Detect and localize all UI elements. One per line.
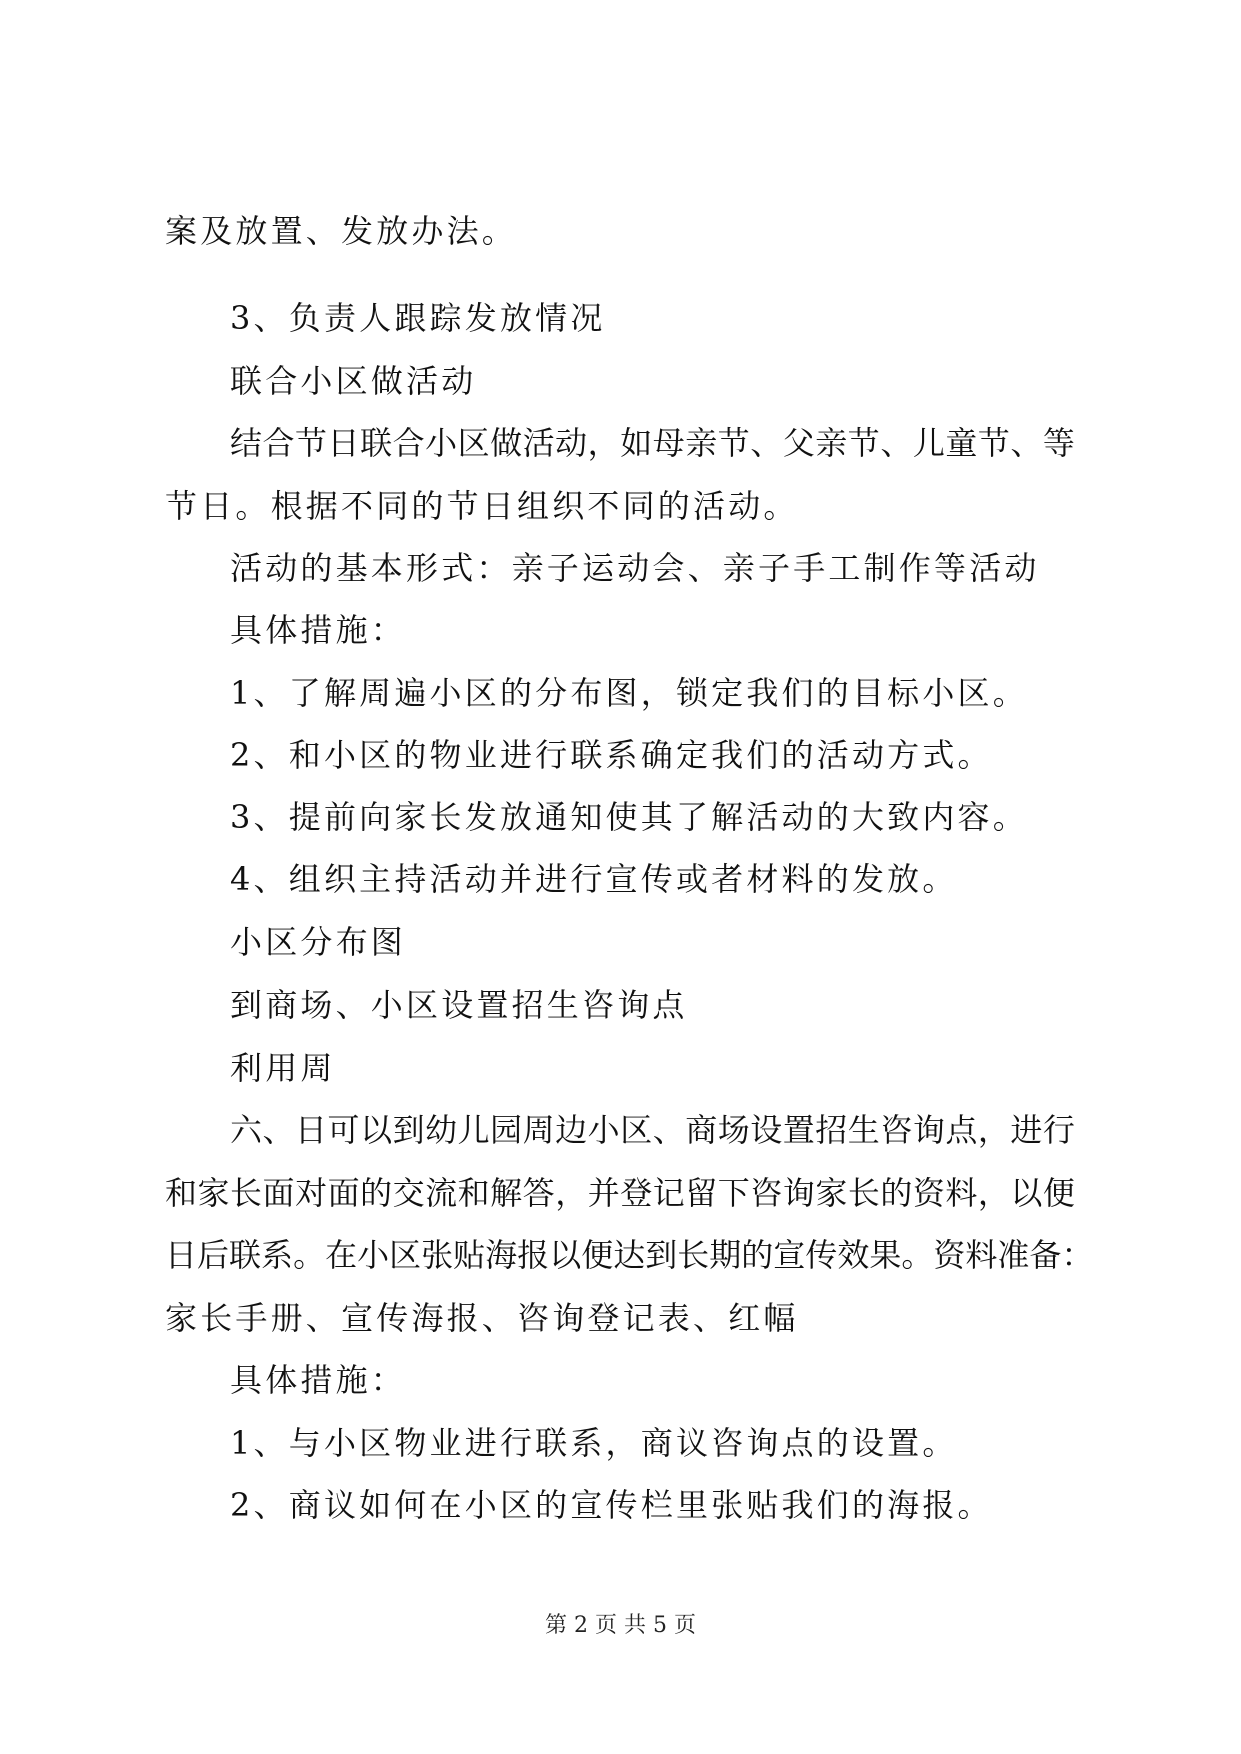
text-char: 以 <box>1010 1174 1043 1212</box>
text-char: 生 <box>847 1111 880 1149</box>
text-char: 便 <box>1042 1174 1075 1212</box>
text-char: 便 <box>581 1236 614 1274</box>
text-char: 儿 <box>457 1111 490 1149</box>
text-char: 宣 <box>773 1236 806 1274</box>
paragraph-line-justified <box>230 1108 1075 1152</box>
text-char: 联 <box>229 1236 262 1274</box>
page-footer: 第 2 页 共 5 页 <box>545 1613 696 1638</box>
text-char: 、 <box>1010 424 1043 462</box>
text-char: 资 <box>933 1236 966 1274</box>
paragraph-line: 1、与小区物业进行联系，商议咨询点的设置。 <box>230 1424 958 1462</box>
text-char: 节 <box>977 424 1010 462</box>
text-char: 做 <box>490 424 523 462</box>
text-char: 设 <box>750 1111 783 1149</box>
text-char: 和 <box>165 1174 198 1212</box>
text-char: 家 <box>815 1174 848 1212</box>
text-char: 、 <box>652 1111 685 1149</box>
paragraph-line: 到商场、小区设置招生咨询点 <box>230 986 688 1024</box>
text-char: 咨 <box>750 1174 783 1212</box>
text-char: 幼 <box>425 1111 458 1149</box>
text-char: 询 <box>912 1111 945 1149</box>
text-char: ， <box>555 1174 588 1212</box>
text-char: 备 <box>1029 1236 1062 1274</box>
text-char: 如 <box>620 424 653 462</box>
text-char: 系 <box>261 1236 294 1274</box>
text-char: 区 <box>620 1111 653 1149</box>
text-char: 流 <box>425 1174 458 1212</box>
text-char: 结 <box>230 424 263 462</box>
text-char: 。 <box>293 1236 326 1274</box>
text-char: 区 <box>457 424 490 462</box>
text-char: 日 <box>327 424 360 462</box>
text-char: 儿 <box>912 424 945 462</box>
text-char: 小 <box>425 424 458 462</box>
paragraph-line: 联合小区做活动 <box>230 362 477 400</box>
text-char: 亲 <box>685 424 718 462</box>
text-char: 并 <box>587 1174 620 1212</box>
text-char: 周 <box>522 1111 555 1149</box>
text-char: 的 <box>880 1174 913 1212</box>
text-char: ， <box>587 424 620 462</box>
text-char: 海 <box>485 1236 518 1274</box>
text-char: 传 <box>805 1236 838 1274</box>
text-char: 后 <box>197 1236 230 1274</box>
text-char: 园 <box>490 1111 523 1149</box>
text-char: 交 <box>392 1174 425 1212</box>
text-char: 置 <box>782 1111 815 1149</box>
text-char: 效 <box>837 1236 870 1274</box>
paragraph-line-justified <box>165 1233 1094 1277</box>
text-char: 小 <box>357 1236 390 1274</box>
text-char: 面 <box>327 1174 360 1212</box>
text-char: 解 <box>490 1174 523 1212</box>
paragraph-line: 4、组织主持活动并进行宣传或者材料的发放。 <box>230 860 958 898</box>
text-char: ： <box>1061 1236 1094 1274</box>
text-char: 。 <box>901 1236 934 1274</box>
text-char: 登 <box>620 1174 653 1212</box>
text-char: 下 <box>717 1174 750 1212</box>
text-char: 记 <box>652 1174 685 1212</box>
text-char: ， <box>977 1111 1010 1149</box>
text-char: 点 <box>945 1111 978 1149</box>
text-char: 以 <box>360 1111 393 1149</box>
text-char: 料 <box>945 1174 978 1212</box>
paragraph-line: 2、商议如何在小区的宣传栏里张贴我们的海报。 <box>230 1486 993 1524</box>
text-char: 的 <box>741 1236 774 1274</box>
text-char: 留 <box>685 1174 718 1212</box>
text-char: 节 <box>717 424 750 462</box>
text-char: 场 <box>717 1111 750 1149</box>
paragraph-line-justified <box>165 1171 1075 1215</box>
text-char: 动 <box>555 424 588 462</box>
paragraph-line: 1、了解周遍小区的分布图，锁定我们的目标小区。 <box>230 674 1028 712</box>
text-char: 报 <box>517 1236 550 1274</box>
text-char: 等 <box>1042 424 1075 462</box>
text-char: 父 <box>782 424 815 462</box>
text-char: 六 <box>230 1111 263 1149</box>
text-char: 联 <box>360 424 393 462</box>
text-char: 小 <box>587 1111 620 1149</box>
text-char: 可 <box>327 1111 360 1149</box>
text-char: 家 <box>197 1174 230 1212</box>
text-char: 咨 <box>880 1111 913 1149</box>
text-char: 以 <box>549 1236 582 1274</box>
paragraph-line: 案及放置、发放办法。 <box>165 212 518 250</box>
text-char: 合 <box>262 424 295 462</box>
text-char: 、 <box>262 1111 295 1149</box>
text-char: 在 <box>325 1236 358 1274</box>
text-char: 、 <box>880 424 913 462</box>
paragraph-line: 3、提前向家长发放通知使其了解活动的大致内容。 <box>230 798 1028 836</box>
text-char: 商 <box>685 1111 718 1149</box>
paragraph-line: 2、和小区的物业进行联系确定我们的活动方式。 <box>230 736 993 774</box>
text-char: 母 <box>652 424 685 462</box>
text-char: 行 <box>1042 1111 1075 1149</box>
paragraph-line: 利用周 <box>230 1049 336 1087</box>
text-char: 合 <box>392 424 425 462</box>
text-char: 节 <box>847 424 880 462</box>
text-char: 长 <box>677 1236 710 1274</box>
text-char: 期 <box>709 1236 742 1274</box>
text-char: 到 <box>392 1111 425 1149</box>
text-char: 招 <box>815 1111 848 1149</box>
text-char: 准 <box>997 1236 1030 1274</box>
text-char: 料 <box>965 1236 998 1274</box>
text-char: 达 <box>613 1236 646 1274</box>
paragraph-line: 节日。根据不同的节日组织不同的活动。 <box>165 487 799 525</box>
paragraph-line: 家长手册、宣传海报、咨询登记表、红幅 <box>165 1299 799 1337</box>
text-char: 进 <box>1010 1111 1043 1149</box>
text-char: 亲 <box>815 424 848 462</box>
paragraph-line: 具体措施： <box>230 1361 407 1399</box>
text-char: 询 <box>782 1174 815 1212</box>
text-char: 到 <box>645 1236 678 1274</box>
text-char: 童 <box>945 424 978 462</box>
text-char: 和 <box>457 1174 490 1212</box>
text-char: 资 <box>912 1174 945 1212</box>
text-char: 张 <box>421 1236 454 1274</box>
paragraph-line: 活动的基本形式：亲子运动会、亲子手工制作等活动 <box>230 549 1040 587</box>
text-char: ， <box>977 1174 1010 1212</box>
text-char: 答 <box>522 1174 555 1212</box>
text-char: 长 <box>847 1174 880 1212</box>
text-char: 面 <box>262 1174 295 1212</box>
paragraph-line: 具体措施： <box>230 611 407 649</box>
text-char: 、 <box>750 424 783 462</box>
text-char: 日 <box>165 1236 198 1274</box>
text-char: 果 <box>869 1236 902 1274</box>
text-char: 区 <box>389 1236 422 1274</box>
text-char: 的 <box>360 1174 393 1212</box>
paragraph-line: 小区分布图 <box>230 923 407 961</box>
text-char: 贴 <box>453 1236 486 1274</box>
text-char: 边 <box>555 1111 588 1149</box>
text-char: 长 <box>230 1174 263 1212</box>
paragraph-line: 3、负责人跟踪发放情况 <box>230 299 606 337</box>
text-char: 日 <box>295 1111 328 1149</box>
text-char: 活 <box>522 424 555 462</box>
text-char: 对 <box>295 1174 328 1212</box>
paragraph-line-justified <box>230 421 1075 465</box>
text-char: 节 <box>295 424 328 462</box>
